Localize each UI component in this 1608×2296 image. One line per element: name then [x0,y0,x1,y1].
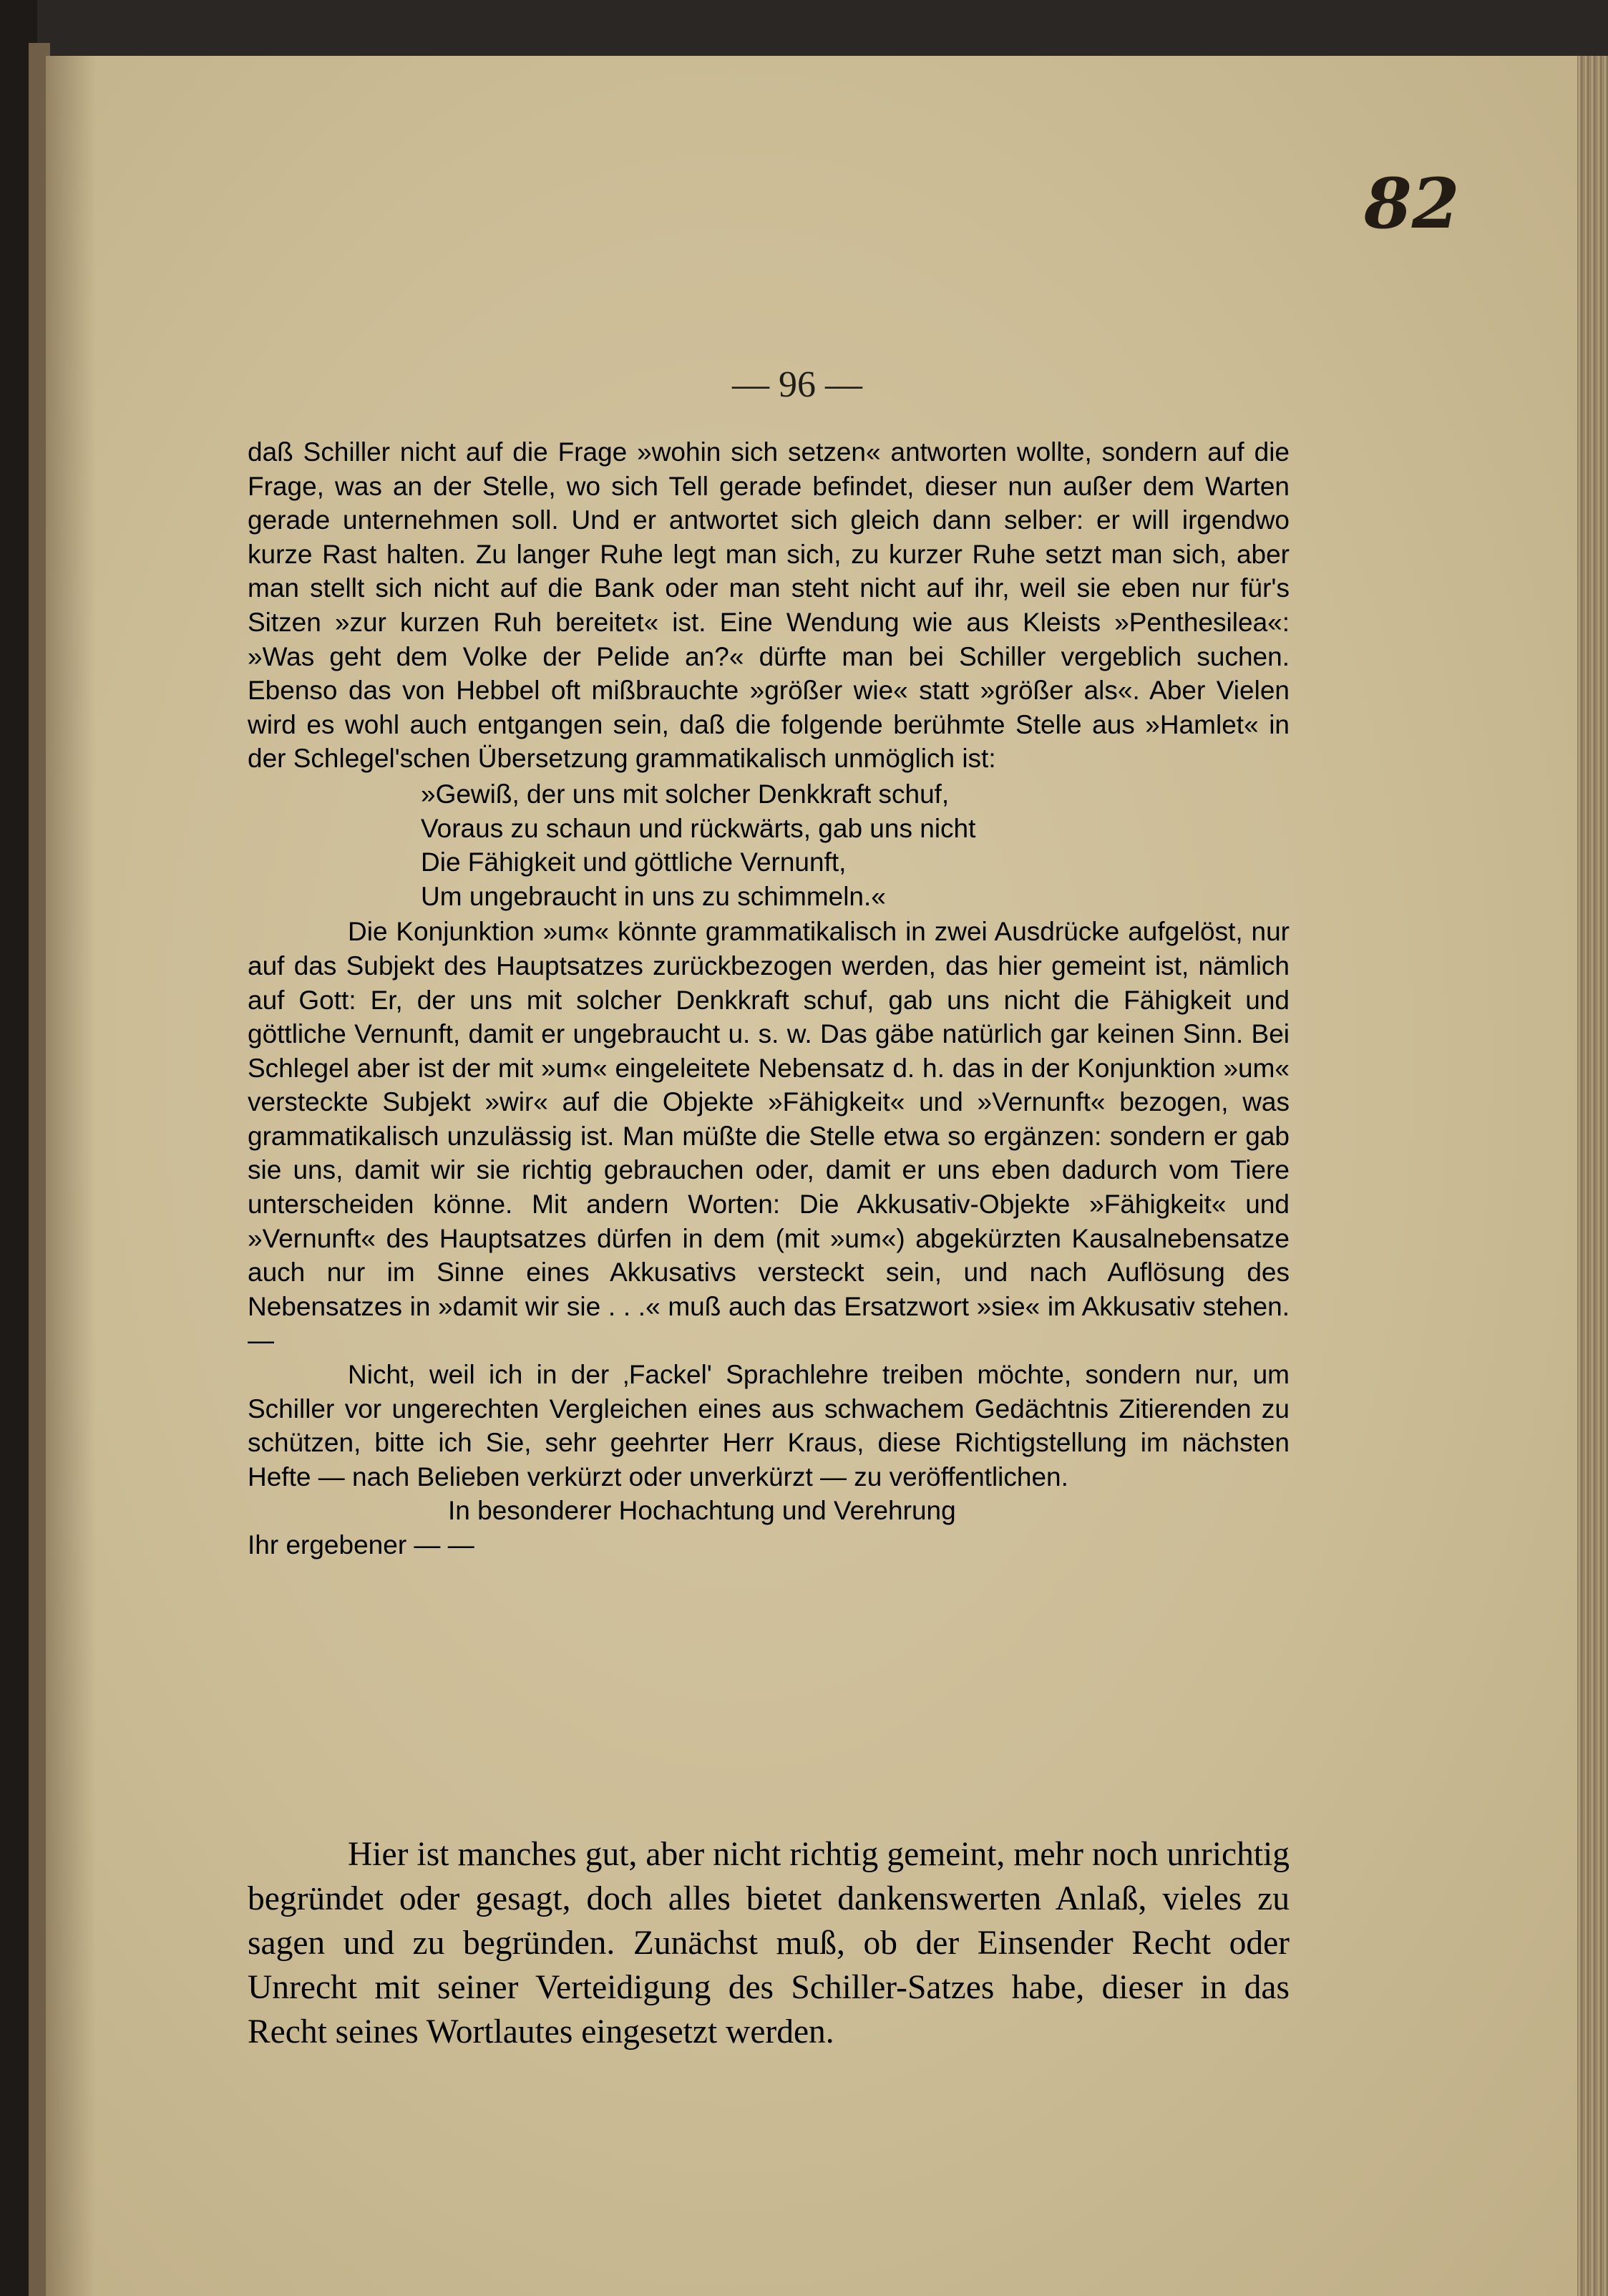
letter-paragraph-1: daß Schiller nicht auf die Frage »wohin sich setzen« antworten wollte, sondern auf die Frage, was an der Stelle, wo sich Tell gerade befindet, dieser nun außer dem Warten gerade unternehmen soll. Und er antwortet sich gleich dann selber: er will irgendwo kurze Rast halten. Zu langer Ruhe legt man sich, zu kurzer Ruhe setzt man sich, aber man stellt sich nicht auf die Bank oder man steht nicht auf ihr, weil sie eben nur für's Sitzen »zur kurzen Ruh bereitet« ist. Eine Wendung wie aus Kleists »Penthesilea«: »Was geht dem Volke der Pelide an?« dürfte man bei Schiller vergeblich suchen. Ebenso das von Hebbel oft mißbrauchte »größer wie« statt »größer als«. Aber Vielen wird es wohl auch entgangen sein, daß die folgende berühmte Stelle aus »Hamlet« in der Schlegel'schen Übersetzung grammatikalisch unmöglich ist: [248,437,1290,774]
verse-line: Die Fähigkeit und göttliche Vernunft, [421,847,847,877]
letter-text [248,435,1290,1562]
editor-commentary [248,1832,1290,2054]
commentary-paragraph: Hier ist manches gut, aber nicht richtig gemeint, mehr noch unrichtig begründet oder gesagt, doch alles bietet dankenswerten Anlaß, vieles zu sagen und zu begründen. Zunächst muß, ob der Einsender Recht oder Unrecht mit seiner Verteidigung des Schiller-Satzes habe, dieser in das Recht seines Wortlautes eingesetzt werden. [248,1836,1290,2051]
letter-paragraph-2: Die Konjunktion »um« könnte grammatikalisch in zwei Ausdrücke aufgelöst, nur auf das Subjekt des Hauptsatzes zurückbezogen werden, das hier gemeint ist, nämlich auf Gott: Er, der uns mit solcher Denkkraft schuf, gab uns nicht die Fähigkeit und göttliche Vernunft, damit er ungebraucht u. s. w. Das gäbe natürlich gar keinen Sinn. Bei Schlegel aber ist der mit »um« eingeleitete Nebensatz d. h. das in der Konjunktion »um« versteckte Subjekt »wir« auf die Objekte »Fähigkeit« und »Vernunft« bezogen, was grammatikalisch unzulässig ist. Man müßte die Stelle etwa so ergänzen: sondern er gab sie uns, damit wir sie richtig gebrauchen oder, damit er uns eben dadurch vom Tiere unterscheiden könne. Mit andern Worten: Die Akkusativ-Objekte »Fähigkeit« und »Vernunft« des Hauptsatzes dürfen in dem (mit »um«) abgekürzten Kausalnebensatze auch nur im Sinne eines Akkusativs versteckt sein, und nach Auflösung des Nebensatzes in »damit wir sie . . .« muß auch das Ersatzwort »sie« im Akkusativ stehen. — [248,917,1290,1356]
letter-greeting: In besonderer Hochachtung und Verehrung [448,1496,956,1526]
letter-paragraph-3: Nicht, weil ich in der ‚Fackel' Sprachlehre treiben möchte, sondern nur, um Schiller vor ungerechten Vergleichen eines aus schwachem Gedächtnis Zitierenden zu schützen, bitte ich Sie, sehr geehrter Herr Kraus, diese Richtigstellung im nächsten Hefte — nach Belieben verkürzt oder unverkürzt — zu veröffentlichen. [248,1360,1290,1492]
hamlet-quotation [421,777,1290,913]
scan-top-border [0,0,1608,60]
verse-line: Voraus zu schaun und rückwärts, gab uns nicht [421,813,976,843]
handwritten-folio-number: 82 [1364,163,1460,244]
page-number: — 96 — [732,364,862,405]
verse-line: »Gewiß, der uns mit solcher Denkkraft schuf, [421,779,950,809]
letter-signature: Ihr ergebener — — [248,1530,474,1560]
verse-line: Um ungebraucht in uns zu schimmeln.« [421,881,886,911]
